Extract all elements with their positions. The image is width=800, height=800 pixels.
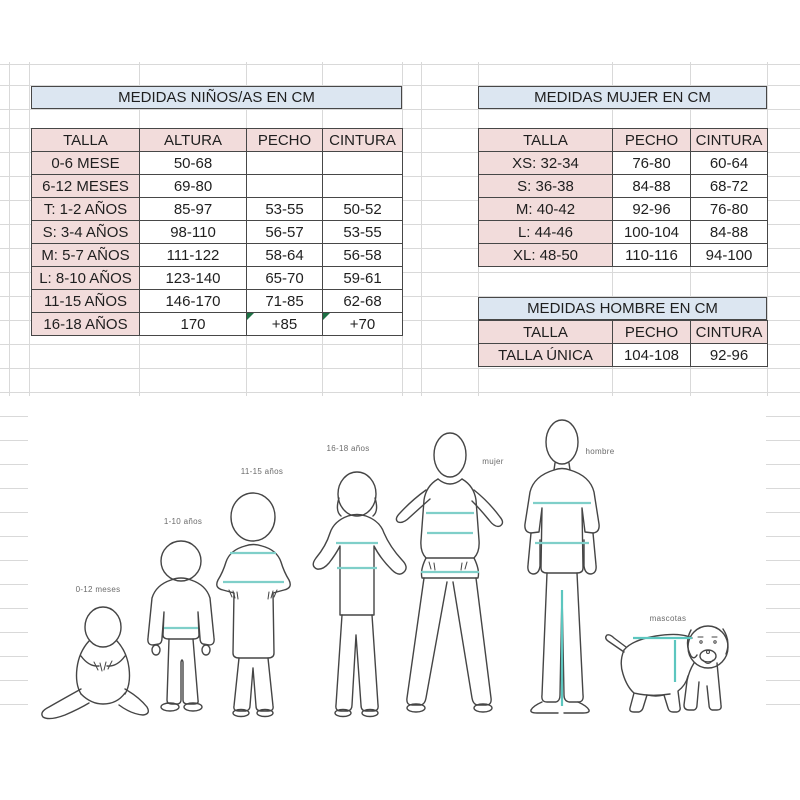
value-cell: 84-88: [613, 175, 691, 198]
value-cell: 60-64: [691, 152, 768, 175]
value-cell: 110-116: [613, 244, 691, 267]
hombre-table-title: MEDIDAS HOMBRE EN CM: [478, 297, 767, 320]
figure-label-woman: mujer: [482, 457, 504, 466]
value-cell: 85-97: [140, 198, 247, 221]
value-cell: 98-110: [140, 221, 247, 244]
value-cell: 92-96: [613, 198, 691, 221]
woman-figure: [396, 433, 502, 712]
value-cell: +85: [247, 313, 323, 336]
baby-figure: [42, 607, 148, 719]
row-header-cell: S: 36-38: [479, 175, 613, 198]
man-figure: [525, 420, 599, 713]
row-header-cell: T: 1-2 AÑOS: [32, 198, 140, 221]
hombre-size-table: [478, 320, 768, 367]
value-cell: 92-96: [691, 344, 768, 367]
figure-label-pets: mascotas: [649, 614, 687, 623]
value-cell: 56-58: [323, 244, 403, 267]
value-cell: +70: [323, 313, 403, 336]
row-header-cell: M: 40-42: [479, 198, 613, 221]
row-header-cell: L: 44-46: [479, 221, 613, 244]
table-row: [32, 244, 403, 267]
value-cell: 104-108: [613, 344, 691, 367]
column-header: PECHO: [247, 129, 323, 152]
column-header: PECHO: [613, 321, 691, 344]
value-cell: 94-100: [691, 244, 768, 267]
value-cell: 76-80: [613, 152, 691, 175]
value-cell: 68-72: [691, 175, 768, 198]
value-cell: 59-61: [323, 267, 403, 290]
table-row: [32, 290, 403, 313]
value-cell: 100-104: [613, 221, 691, 244]
row-header-cell: L: 8-10 AÑOS: [32, 267, 140, 290]
value-cell: 56-57: [247, 221, 323, 244]
figure-label-toddler: 1-10 años: [163, 517, 203, 526]
value-cell: 65-70: [247, 267, 323, 290]
table-row: [32, 313, 403, 336]
child-figure: [217, 493, 290, 717]
value-cell: [247, 152, 323, 175]
value-cell: 146-170: [140, 290, 247, 313]
toddler-figure: [148, 541, 214, 711]
value-cell: 50-52: [323, 198, 403, 221]
column-header: TALLA: [479, 129, 613, 152]
mujer-size-table: [478, 128, 768, 267]
table-row: [32, 175, 403, 198]
ninos-size-table: [31, 128, 403, 336]
value-cell: 123-140: [140, 267, 247, 290]
header-row: [479, 129, 768, 152]
row-header-cell: 6-12 MESES: [32, 175, 140, 198]
value-cell: [323, 175, 403, 198]
table-row: [479, 198, 768, 221]
value-cell: 170: [140, 313, 247, 336]
table-row: [479, 344, 768, 367]
row-header-cell: XL: 48-50: [479, 244, 613, 267]
row-header-cell: M: 5-7 AÑOS: [32, 244, 140, 267]
column-header: CINTURA: [323, 129, 403, 152]
column-header: CINTURA: [691, 321, 768, 344]
stored-as-text-flag-icon: [247, 313, 254, 320]
table-row: [479, 152, 768, 175]
table-row: [32, 152, 403, 175]
value-cell: 53-55: [247, 198, 323, 221]
column-header: ALTURA: [140, 129, 247, 152]
value-cell: [247, 175, 323, 198]
table-row: [32, 198, 403, 221]
value-cell: 71-85: [247, 290, 323, 313]
table-row: [479, 175, 768, 198]
dog-figure: [606, 626, 728, 712]
teen-figure: [313, 472, 406, 717]
column-header: TALLA: [32, 129, 140, 152]
table-row: [32, 221, 403, 244]
value-cell: 62-68: [323, 290, 403, 313]
value-cell: 50-68: [140, 152, 247, 175]
ninos-table-title: MEDIDAS NIÑOS/AS EN CM: [31, 86, 402, 109]
column-header: PECHO: [613, 129, 691, 152]
figure-label-baby: 0-12 meses: [75, 585, 121, 594]
row-header-cell: 11-15 AÑOS: [32, 290, 140, 313]
value-cell: 69-80: [140, 175, 247, 198]
figure-label-man: hombre: [585, 447, 615, 456]
header-row: [32, 129, 403, 152]
value-cell: 53-55: [323, 221, 403, 244]
row-header-cell: 0-6 MESE: [32, 152, 140, 175]
value-cell: 76-80: [691, 198, 768, 221]
value-cell: 58-64: [247, 244, 323, 267]
figure-label-teen: 16-18 años: [326, 444, 370, 453]
size-figures-illustration: [30, 400, 765, 790]
table-row: [479, 221, 768, 244]
column-header: TALLA: [479, 321, 613, 344]
header-row: [479, 321, 768, 344]
mujer-table-title: MEDIDAS MUJER EN CM: [478, 86, 767, 109]
table-row: [479, 244, 768, 267]
value-cell: [323, 152, 403, 175]
table-row: [32, 267, 403, 290]
row-header-cell: XS: 32-34: [479, 152, 613, 175]
column-header: CINTURA: [691, 129, 768, 152]
value-cell: 84-88: [691, 221, 768, 244]
row-header-cell: 16-18 AÑOS: [32, 313, 140, 336]
figure-label-child: 11-15 años: [240, 467, 284, 476]
row-header-cell: TALLA ÚNICA: [479, 344, 613, 367]
stored-as-text-flag-icon: [323, 313, 330, 320]
row-header-cell: S: 3-4 AÑOS: [32, 221, 140, 244]
value-cell: 111-122: [140, 244, 247, 267]
